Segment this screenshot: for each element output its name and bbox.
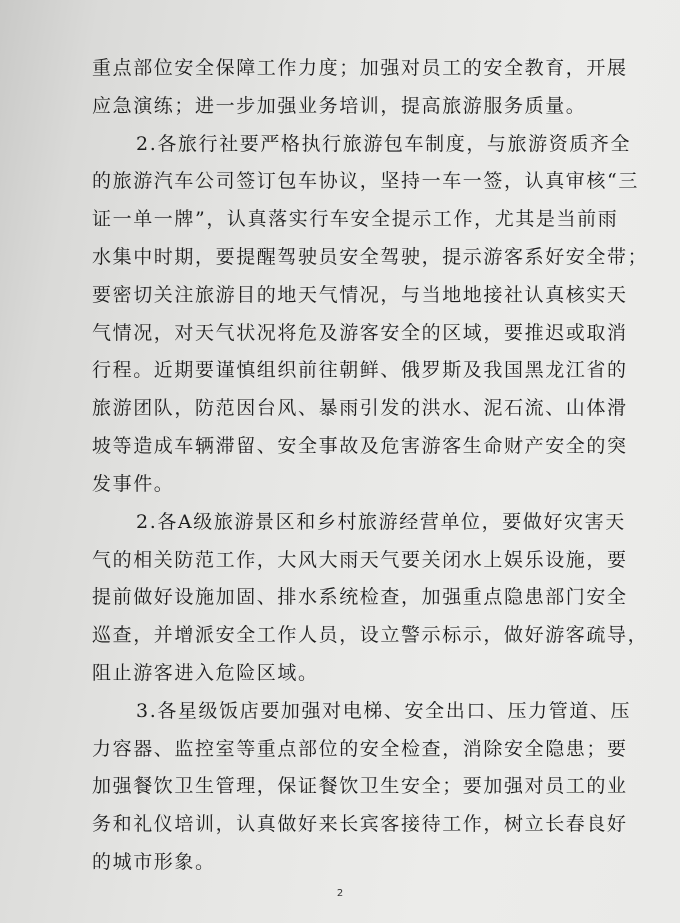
text-line: 应急演练；进一步加强业务培训，提高旅游服务质量。 bbox=[92, 95, 587, 117]
text-line: 加强餐饮卫生管理，保证餐饮卫生安全；要加强对员工的业 bbox=[92, 775, 628, 797]
text-line: 旅游团队，防范因台风、暴雨引发的洪水、泥石流、山体滑 bbox=[92, 397, 628, 419]
text-line: 坡等造成车辆滞留、安全事故及危害游客生命财产安全的突 bbox=[92, 435, 628, 457]
text-line: 气情况，对天气状况将危及游客安全的区域，要推迟或取消 bbox=[92, 322, 628, 344]
text-line: 提前做好设施加固、排水系统检查，加强重点隐患部门安全 bbox=[92, 586, 628, 608]
text-line: 气的相关防范工作，大风大雨天气要关闭水上娱乐设施，要 bbox=[92, 549, 628, 571]
text-line: 要密切关注旅游目的地天气情况，与当地地接社认真核实天 bbox=[92, 284, 628, 306]
text-line: 2.各旅行社要严格执行旅游包车制度，与旅游资质齐全 bbox=[136, 133, 632, 155]
text-line: 3.各星级饭店要加强对电梯、安全出口、压力管道、压 bbox=[136, 700, 632, 722]
text-line: 阻止游客进入危险区域。 bbox=[92, 662, 319, 684]
text-line: 水集中时期，要提醒驾驶员安全驾驶，提示游客系好安全带； bbox=[92, 246, 649, 268]
text-line: 行程。近期要谨慎组织前往朝鲜、俄罗斯及我国黑龙江省的 bbox=[92, 359, 628, 381]
text-line: 发事件。 bbox=[92, 473, 175, 495]
text-line: 力容器、监控室等重点部位的安全检查，消除安全隐患；要 bbox=[92, 738, 628, 760]
text-line: 证一单一牌”，认真落实行车安全提示工作，尤其是当前雨 bbox=[92, 208, 619, 230]
text-line: 巡查，并增派安全工作人员，设立警示标示，做好游客疏导， bbox=[92, 624, 649, 646]
text-line: 重点部位安全保障工作力度；加强对员工的安全教育，开展 bbox=[92, 57, 628, 79]
page-number: 2 bbox=[336, 888, 344, 899]
text-line: 2.各A级旅游景区和乡村旅游经营单位，要做好灾害天 bbox=[136, 511, 626, 533]
text-line: 务和礼仪培训，认真做好来长宾客接待工作，树立长春良好 bbox=[92, 813, 628, 835]
text-line: 的城市形象。 bbox=[92, 851, 216, 873]
text-line: 的旅游汽车公司签订包车协议，坚持一车一签，认真审核“三 bbox=[92, 170, 639, 192]
